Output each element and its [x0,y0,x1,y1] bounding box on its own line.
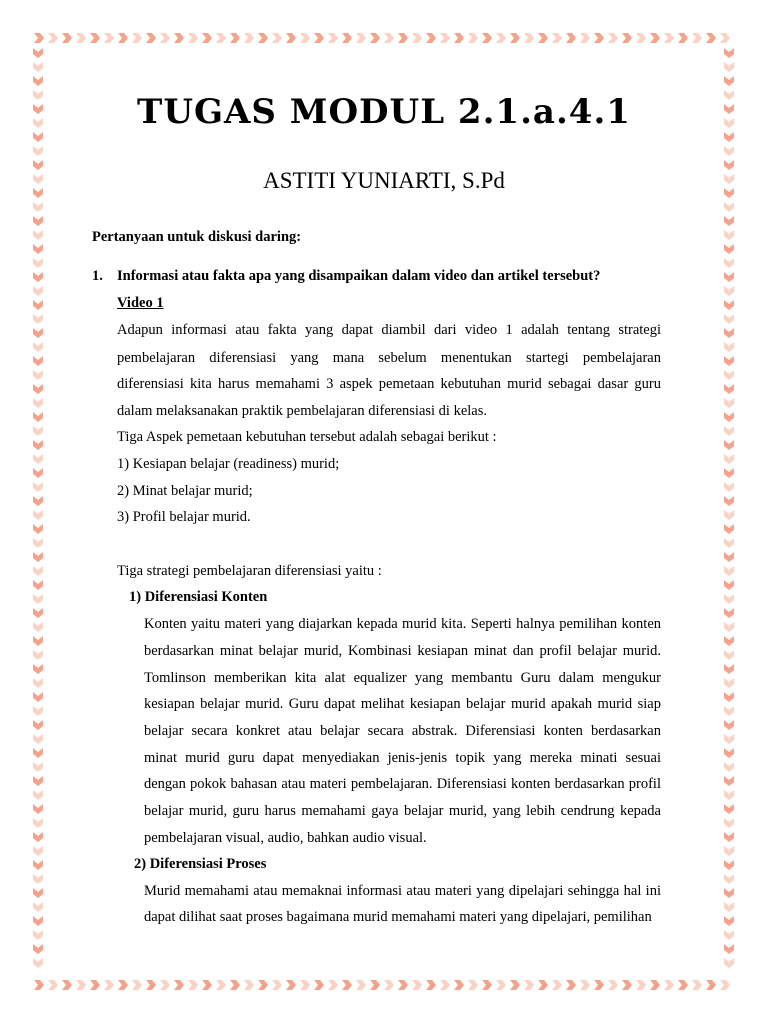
section-line: minat murid guru dapat menyediakan jenis-jenis topik yang mereka minati sesuai [144,750,661,766]
paragraph-line: dalam melaksanakan praktik pembelajaran diferensiasi di kelas. [117,403,488,419]
section-line: Konten yaitu materi yang diajarkan kepada murid kita. Seperti halnya pemilihan konten [144,616,661,632]
video-heading: Video 1 [117,295,164,311]
aspects-intro: Tiga Aspek pemetaan kebutuhan tersebut adalah sebagai berikut : [117,429,497,445]
aspect-item: 3) Profil belajar murid. [117,509,251,525]
section-line: Tomlinson memberikan kita alat equalizer yang membantu Guru dalam mengukur [144,670,661,686]
document-title: TUGAS MODUL 2.1.a.4.1 [137,92,631,132]
section-heading-konten: 1) Diferensiasi Konten [129,589,268,605]
section-line: dapat dilihat saat proses bagaimana murid memahami materi yang dipelajari, pemilihan [144,909,652,925]
author-name: ASTITI YUNIARTI, S.Pd [263,168,505,193]
section-line: belajar secara konkret atau belajar secara abstrak. Diferensiasi konten berdasarkan [144,723,661,739]
section-line: dengan pokok bahasan atau materi pembelajaran. Diferensiasi konten berdasarkan profil [144,776,661,792]
paragraph-line: Adapun informasi atau fakta yang dapat diambil dari video 1 adalah tentang strategi [117,322,661,338]
question-number: 1. [92,268,103,284]
section-line: pembelajaran visual, audio, bahkan audio visual. [144,830,427,846]
paragraph-line: diferensiasi kita harus memahami 3 aspek pemetaan kebutuhan murid sebagai dasar guru [117,376,661,392]
section-heading-proses: 2) Diferensiasi Proses [134,856,267,872]
section-line: belajar murid, guru harus memahami gaya belajar murid, yang lebih cendrung kepada [144,803,661,819]
section-line: kesiapan belajar murid. Guru dapat melihat kesiapan belajar murid apakah murid siap [144,696,661,712]
aspect-item: 2) Minat belajar murid; [117,483,253,499]
section-line: berdasarkan minat belajar murid, Kombinasi kesiapan minat dan profil belajar murid. [144,643,661,659]
aspect-item: 1) Kesiapan belajar (readiness) murid; [117,456,340,472]
discussion-intro: Pertanyaan untuk diskusi daring: [92,229,302,245]
paragraph-line: pembelajaran diferensiasi yang mana sebelum menentukan startegi pembelajaran [117,350,661,366]
strategies-intro: Tiga strategi pembelajaran diferensiasi yaitu : [117,563,382,579]
question-text: Informasi atau fakta apa yang disampaikan dalam video dan artikel tersebut? [117,268,601,284]
section-line: Murid memahami atau memaknai informasi atau materi yang dipelajari sehingga hal ini [144,883,661,899]
